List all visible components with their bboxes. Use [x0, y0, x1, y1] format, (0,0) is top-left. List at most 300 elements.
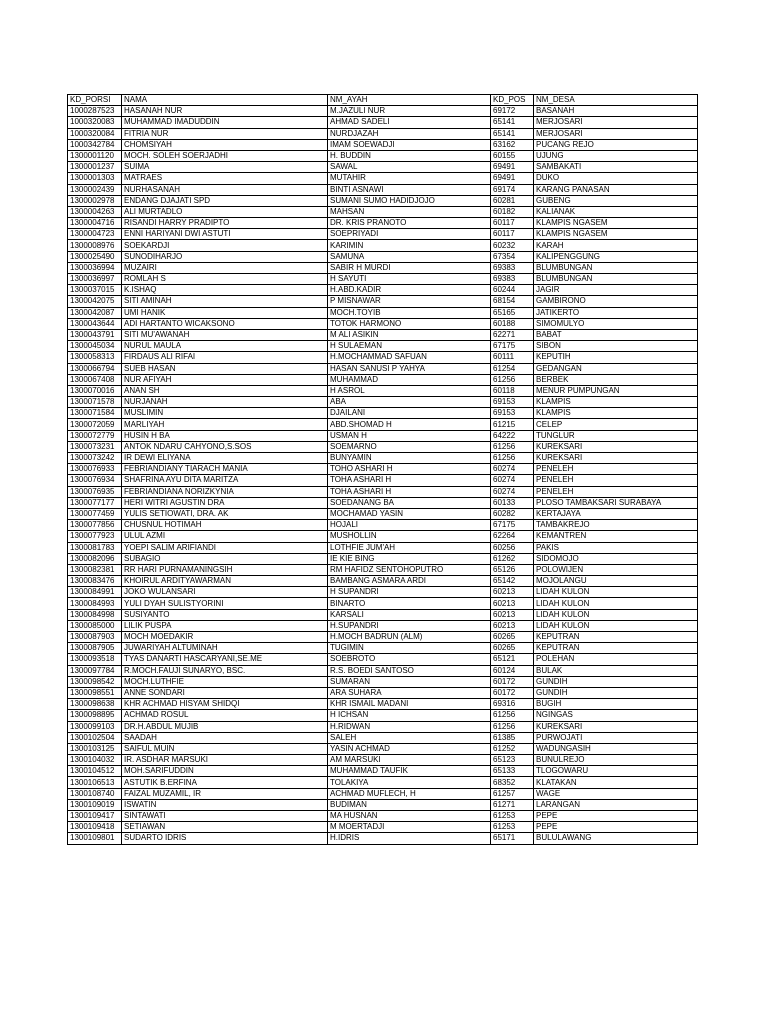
nm-ayah-cell: M.JAZULI NUR [328, 106, 491, 117]
nm-desa-cell: KEMANTREN [534, 531, 698, 542]
nm-ayah-cell: H ASROL [328, 385, 491, 396]
nm-ayah-cell: SOEPRIYADI [328, 229, 491, 240]
table-row [68, 755, 698, 766]
kd-pos-cell: 65171 [491, 833, 534, 844]
kd-pos-cell: 61262 [491, 553, 534, 564]
table-row [68, 486, 698, 497]
nama-cell: NUR AFIYAH [122, 374, 328, 385]
nama-cell: NURUL MAULA [122, 341, 328, 352]
kd-porsi-cell: 1300076934 [68, 475, 122, 486]
kd-pos-cell: 60172 [491, 687, 534, 698]
kd-pos-cell: 60265 [491, 632, 534, 643]
table-row [68, 676, 698, 687]
kd-porsi-cell: 1300097784 [68, 665, 122, 676]
nm-ayah-cell: TOHO ASHARI H [328, 464, 491, 475]
table-row [68, 732, 698, 743]
table-row [68, 710, 698, 721]
nama-cell: SETIAWAN [122, 822, 328, 833]
kd-pos-cell: 61257 [491, 788, 534, 799]
table-row [68, 475, 698, 486]
kd-porsi-cell: 1300071584 [68, 408, 122, 419]
nama-cell: RR HARI PURNAMANINGSIH [122, 564, 328, 575]
kd-porsi-cell: 1300072059 [68, 419, 122, 430]
kd-porsi-cell: 1300036994 [68, 262, 122, 273]
nm-desa-cell: DUKO [534, 173, 698, 184]
nm-desa-cell: LIDAH KULON [534, 587, 698, 598]
nm-desa-cell: KUREKSARI [534, 453, 698, 464]
kd-pos-cell: 69174 [491, 184, 534, 195]
kd-pos-cell: 60244 [491, 285, 534, 296]
nm-ayah-cell: SAMUNA [328, 251, 491, 262]
nm-ayah-cell: P MISNAWAR [328, 296, 491, 307]
nama-cell: ANTOK NDARU CAHYONO,S.SOS [122, 441, 328, 452]
kd-porsi-cell: 1300036997 [68, 274, 122, 285]
kd-pos-cell: 61254 [491, 363, 534, 374]
kd-pos-cell: 60213 [491, 609, 534, 620]
nm-desa-cell: BULULAWANG [534, 833, 698, 844]
kd-porsi-cell: 1300001303 [68, 173, 122, 184]
table-row [68, 822, 698, 833]
kd-porsi-cell: 1300087905 [68, 643, 122, 654]
kd-pos-cell: 60265 [491, 643, 534, 654]
table-row [68, 184, 698, 195]
nm-ayah-cell: RM HAFIDZ SENTOHOPUTRO [328, 564, 491, 575]
nm-desa-cell: KEPUTIH [534, 352, 698, 363]
nm-desa-cell: GUNDIH [534, 676, 698, 687]
nm-desa-cell: UJUNG [534, 150, 698, 161]
nm-ayah-cell: YASIN ACHMAD [328, 743, 491, 754]
kd-porsi-cell: 1300077459 [68, 508, 122, 519]
nm-desa-cell: BLUMBUNGAN [534, 262, 698, 273]
kd-porsi-cell: 1300109417 [68, 811, 122, 822]
kd-pos-cell: 60282 [491, 508, 534, 519]
kd-pos-cell: 67175 [491, 341, 534, 352]
column-header-nm-ayah: NM_AYAH [328, 95, 491, 106]
kd-pos-cell: 69383 [491, 274, 534, 285]
nm-desa-cell: KEPUTRAN [534, 643, 698, 654]
kd-porsi-cell: 1300084998 [68, 609, 122, 620]
nm-ayah-cell: MUHAMMAD TAUFIK [328, 766, 491, 777]
nama-cell: ENDANG DJAJATI SPD [122, 195, 328, 206]
table-row [68, 206, 698, 217]
kd-pos-cell: 60213 [491, 598, 534, 609]
table-row [68, 811, 698, 822]
nm-ayah-cell: H SULAEMAN [328, 341, 491, 352]
kd-porsi-cell: 1300004263 [68, 206, 122, 217]
nm-ayah-cell: TOLAKIYA [328, 777, 491, 788]
kd-pos-cell: 60256 [491, 542, 534, 553]
kd-porsi-cell: 1000320083 [68, 117, 122, 128]
nama-cell: FEBRIANDIANY TIARACH MANIA [122, 464, 328, 475]
nm-desa-cell: KARAH [534, 240, 698, 251]
nm-desa-cell: PEPE [534, 822, 698, 833]
kd-pos-cell: 60188 [491, 318, 534, 329]
nama-cell: MATRAES [122, 173, 328, 184]
nama-cell: YOEPI SALIM ARIFIANDI [122, 542, 328, 553]
nm-desa-cell: BULAK [534, 665, 698, 676]
nama-cell: ENNI HARIYANI DWI ASTUTI [122, 229, 328, 240]
kd-porsi-cell: 1300084991 [68, 587, 122, 598]
table-row [68, 665, 698, 676]
nama-cell: YULI DYAH SULISTYORINI [122, 598, 328, 609]
kd-porsi-cell: 1300073231 [68, 441, 122, 452]
nama-cell: MOCH. SOLEH SOERJADHI [122, 150, 328, 161]
nama-cell: SUDARTO IDRIS [122, 833, 328, 844]
table-row [68, 687, 698, 698]
column-header-kd-porsi: KD_PORSI [68, 95, 122, 106]
nm-ayah-cell: MA HUSNAN [328, 811, 491, 822]
table-row [68, 464, 698, 475]
nama-cell: SITI MU'AWANAH [122, 329, 328, 340]
nm-ayah-cell: SOEBROTO [328, 654, 491, 665]
nm-ayah-cell: IMAM SOEWADJI [328, 139, 491, 150]
table-row [68, 799, 698, 810]
nm-ayah-cell: HOJALI [328, 520, 491, 531]
nama-cell: UMI HANIK [122, 307, 328, 318]
nm-ayah-cell: H.ABD.KADIR [328, 285, 491, 296]
nama-cell: SUIMA [122, 162, 328, 173]
kd-pos-cell: 60274 [491, 464, 534, 475]
nama-cell: ISWATIN [122, 799, 328, 810]
table-row [68, 173, 698, 184]
nm-ayah-cell: NURDJAZAH [328, 128, 491, 139]
table-row [68, 296, 698, 307]
kd-pos-cell: 60274 [491, 475, 534, 486]
nama-cell: FAIZAL MUZAMIL, IR [122, 788, 328, 799]
table-row [68, 743, 698, 754]
nm-desa-cell: KUREKSARI [534, 721, 698, 732]
nm-desa-cell: SIMOMULYO [534, 318, 698, 329]
kd-porsi-cell: 1300008976 [68, 240, 122, 251]
table-row [68, 766, 698, 777]
kd-porsi-cell: 1300037015 [68, 285, 122, 296]
nama-cell: ROMLAH S [122, 274, 328, 285]
nm-ayah-cell: H.IDRIS [328, 833, 491, 844]
nm-desa-cell: WADUNGASIH [534, 743, 698, 754]
nama-cell: ADI HARTANTO WICAKSONO [122, 318, 328, 329]
nm-ayah-cell: SUMANI SUMO HADIDJOJO [328, 195, 491, 206]
kd-pos-cell: 61215 [491, 419, 534, 430]
nama-cell: ASTUTIK B.ERFINA [122, 777, 328, 788]
kd-pos-cell: 65123 [491, 755, 534, 766]
nm-desa-cell: BASANAH [534, 106, 698, 117]
kd-porsi-cell: 1300109019 [68, 799, 122, 810]
kd-pos-cell: 64222 [491, 430, 534, 441]
kd-pos-cell: 67354 [491, 251, 534, 262]
nm-desa-cell: PLOSO TAMBAKSARI SURABAYA [534, 497, 698, 508]
nama-cell: KHOIRUL ARDITYAWARMAN [122, 576, 328, 587]
kd-pos-cell: 61256 [491, 374, 534, 385]
kd-porsi-cell: 1300077923 [68, 531, 122, 542]
kd-pos-cell: 60118 [491, 385, 534, 396]
table-row [68, 128, 698, 139]
nm-ayah-cell: ABD.SHOMAD H [328, 419, 491, 430]
kd-porsi-cell: 1300076935 [68, 486, 122, 497]
nm-desa-cell: SAMBAKATI [534, 162, 698, 173]
table-row [68, 251, 698, 262]
kd-pos-cell: 65121 [491, 654, 534, 665]
kd-pos-cell: 65141 [491, 117, 534, 128]
kd-porsi-cell: 1300071578 [68, 397, 122, 408]
nm-ayah-cell: BUNYAMIN [328, 453, 491, 464]
nama-cell: SUBAGIO [122, 553, 328, 564]
nm-desa-cell: SIDOMOJO [534, 553, 698, 564]
nama-cell: FITRIA NUR [122, 128, 328, 139]
nm-desa-cell: KALIPENGGUNG [534, 251, 698, 262]
nama-cell: MARLIYAH [122, 419, 328, 430]
nm-desa-cell: LIDAH KULON [534, 620, 698, 631]
nm-desa-cell: KARANG PANASAN [534, 184, 698, 195]
nama-cell: HERI WITRI AGUSTIN DRA [122, 497, 328, 508]
kd-porsi-cell: 1300098895 [68, 710, 122, 721]
nm-ayah-cell: MUSHOLLIN [328, 531, 491, 542]
nama-cell: IR DEWI ELIYANA [122, 453, 328, 464]
table-row [68, 229, 698, 240]
table-row [68, 285, 698, 296]
nm-desa-cell: GEDANGAN [534, 363, 698, 374]
table-row [68, 430, 698, 441]
nm-desa-cell: MERJOSARI [534, 128, 698, 139]
table-row [68, 162, 698, 173]
kd-porsi-cell: 1300098542 [68, 676, 122, 687]
kd-porsi-cell: 1000342784 [68, 139, 122, 150]
column-header-nm-desa: NM_DESA [534, 95, 698, 106]
table-row [68, 654, 698, 665]
kd-pos-cell: 65142 [491, 576, 534, 587]
table-row [68, 106, 698, 117]
nama-cell: ACHMAD ROSUL [122, 710, 328, 721]
nm-ayah-cell: SABIR H MURDI [328, 262, 491, 273]
nama-cell: MUZAIRI [122, 262, 328, 273]
table-row [68, 576, 698, 587]
table-row [68, 218, 698, 229]
kd-porsi-cell: 1300109801 [68, 833, 122, 844]
kd-porsi-cell: 1300066794 [68, 363, 122, 374]
kd-pos-cell: 61271 [491, 799, 534, 810]
nm-ayah-cell: H ICHSAN [328, 710, 491, 721]
nm-ayah-cell: SUMARAN [328, 676, 491, 687]
nm-ayah-cell: KARSALI [328, 609, 491, 620]
table-row [68, 307, 698, 318]
nm-desa-cell: GUNDIH [534, 687, 698, 698]
kd-porsi-cell: 1300070016 [68, 385, 122, 396]
nama-cell: SUEB HASAN [122, 363, 328, 374]
nama-cell: NURHASANAH [122, 184, 328, 195]
table-row [68, 240, 698, 251]
nama-cell: SINTAWATI [122, 811, 328, 822]
kd-pos-cell: 68352 [491, 777, 534, 788]
kd-pos-cell: 61256 [491, 710, 534, 721]
kd-porsi-cell: 1300043644 [68, 318, 122, 329]
kd-porsi-cell: 1300058313 [68, 352, 122, 363]
nm-desa-cell: JATIKERTO [534, 307, 698, 318]
kd-pos-cell: 65141 [491, 128, 534, 139]
nm-ayah-cell: R.S. BOEDI SANTOSO [328, 665, 491, 676]
nm-desa-cell: SIBON [534, 341, 698, 352]
kd-porsi-cell: 1300083476 [68, 576, 122, 587]
kd-pos-cell: 60133 [491, 497, 534, 508]
kd-pos-cell: 60281 [491, 195, 534, 206]
nama-cell: KHR ACHMAD HISYAM SHIDQI [122, 699, 328, 710]
nm-ayah-cell: HASAN SANUSI P YAHYA [328, 363, 491, 374]
kd-pos-cell: 60213 [491, 587, 534, 598]
nm-desa-cell: KLAMPIS [534, 408, 698, 419]
table-row [68, 777, 698, 788]
kd-porsi-cell: 1300072779 [68, 430, 122, 441]
nama-cell: ULUL AZMI [122, 531, 328, 542]
kd-pos-cell: 63162 [491, 139, 534, 150]
table-row [68, 609, 698, 620]
nm-ayah-cell: H SAYUTI [328, 274, 491, 285]
nm-ayah-cell: BINTI ASNAWI [328, 184, 491, 195]
nm-desa-cell: PEPE [534, 811, 698, 822]
kd-porsi-cell: 1300081783 [68, 542, 122, 553]
kd-porsi-cell: 1300076933 [68, 464, 122, 475]
nm-ayah-cell: SOEMARNO [328, 441, 491, 452]
nm-desa-cell: LIDAH KULON [534, 609, 698, 620]
nm-desa-cell: BERBEK [534, 374, 698, 385]
nm-desa-cell: KLAMPIS NGASEM [534, 218, 698, 229]
nama-cell: MUSLIMIN [122, 408, 328, 419]
kd-porsi-cell: 1300102504 [68, 732, 122, 743]
table-row [68, 262, 698, 273]
nm-desa-cell: BABAT [534, 329, 698, 340]
nama-cell: ANNE SONDARI [122, 687, 328, 698]
table-row [68, 632, 698, 643]
table-row [68, 117, 698, 128]
nm-desa-cell: BLUMBUNGAN [534, 274, 698, 285]
kd-porsi-cell: 1300025490 [68, 251, 122, 262]
kd-porsi-cell: 1300077177 [68, 497, 122, 508]
table-row [68, 620, 698, 631]
nm-desa-cell: PENELEH [534, 486, 698, 497]
table-row [68, 385, 698, 396]
nm-desa-cell: MERJOSARI [534, 117, 698, 128]
table-row [68, 598, 698, 609]
kd-pos-cell: 60172 [491, 676, 534, 687]
table-row [68, 150, 698, 161]
nama-cell: SUNODIHARJO [122, 251, 328, 262]
nama-cell: FEBRIANDIANA NORIZKYNIA [122, 486, 328, 497]
nm-ayah-cell: SALEH [328, 732, 491, 743]
kd-pos-cell: 62271 [491, 329, 534, 340]
nm-ayah-cell: ABA [328, 397, 491, 408]
nm-desa-cell: TUNGLUR [534, 430, 698, 441]
nm-ayah-cell: MUTAHIR [328, 173, 491, 184]
nama-cell: SAADAH [122, 732, 328, 743]
table-row [68, 374, 698, 385]
kd-porsi-cell: 1300082381 [68, 564, 122, 575]
nama-cell: DR.H.ABDUL MUJIB [122, 721, 328, 732]
kd-pos-cell: 67175 [491, 520, 534, 531]
kd-porsi-cell: 1300103125 [68, 743, 122, 754]
kd-porsi-cell: 1300004716 [68, 218, 122, 229]
table-row [68, 788, 698, 799]
kd-pos-cell: 69153 [491, 408, 534, 419]
kd-porsi-cell: 1300104032 [68, 755, 122, 766]
nama-cell: JUWARIYAH ALTUMINAH [122, 643, 328, 654]
nm-ayah-cell: BUDIMAN [328, 799, 491, 810]
table-row [68, 721, 698, 732]
table-row [68, 195, 698, 206]
table-row [68, 441, 698, 452]
nm-desa-cell: PAKIS [534, 542, 698, 553]
nm-ayah-cell: BINARTO [328, 598, 491, 609]
kd-porsi-cell: 1300108740 [68, 788, 122, 799]
kd-porsi-cell: 1300001120 [68, 150, 122, 161]
nm-ayah-cell: BAMBANG ASMARA ARDI [328, 576, 491, 587]
column-header-nama: NAMA [122, 95, 328, 106]
kd-porsi-cell: 1000287523 [68, 106, 122, 117]
kd-porsi-cell: 1300001237 [68, 162, 122, 173]
nm-ayah-cell: H. BUDDIN [328, 150, 491, 161]
nm-ayah-cell: TUGIMIN [328, 643, 491, 654]
kd-pos-cell: 61256 [491, 453, 534, 464]
nm-desa-cell: TAMBAKREJO [534, 520, 698, 531]
kd-pos-cell: 61256 [491, 441, 534, 452]
table-row [68, 139, 698, 150]
nama-cell: RISANDI HARRY PRADIPTO [122, 218, 328, 229]
nm-ayah-cell: H.MOCH BADRUN (ALM) [328, 632, 491, 643]
kd-pos-cell: 60124 [491, 665, 534, 676]
nama-cell: JOKO WULANSARI [122, 587, 328, 598]
nm-desa-cell: LARANGAN [534, 799, 698, 810]
kd-porsi-cell: 1300084993 [68, 598, 122, 609]
kd-pos-cell: 60274 [491, 486, 534, 497]
table-row [68, 363, 698, 374]
nama-cell: MOH.SARIFUDDIN [122, 766, 328, 777]
kd-porsi-cell: 1300099103 [68, 721, 122, 732]
nm-desa-cell: POLEHAN [534, 654, 698, 665]
nm-ayah-cell: MOCHAMAD YASIN [328, 508, 491, 519]
nm-ayah-cell: DJAILANI [328, 408, 491, 419]
kd-porsi-cell: 1300043791 [68, 329, 122, 340]
table-row [68, 643, 698, 654]
nama-cell: ALI MURTADLO [122, 206, 328, 217]
nm-ayah-cell: MAHSAN [328, 206, 491, 217]
kd-porsi-cell: 1300045034 [68, 341, 122, 352]
nama-cell: TYAS DANARTI HASCARYANI,SE.ME [122, 654, 328, 665]
nm-desa-cell: PURWOJATI [534, 732, 698, 743]
kd-porsi-cell: 1300002978 [68, 195, 122, 206]
nama-cell: HASANAH NUR [122, 106, 328, 117]
kd-porsi-cell: 1300106513 [68, 777, 122, 788]
table-row [68, 274, 698, 285]
nm-ayah-cell: M ALI ASIKIN [328, 329, 491, 340]
nama-cell: R.MOCH.FAUJI SUNARYO, BSC. [122, 665, 328, 676]
kd-porsi-cell: 1300098551 [68, 687, 122, 698]
nm-desa-cell: KEPUTRAN [534, 632, 698, 643]
table-row [68, 318, 698, 329]
nama-cell: YULIS SETIOWATI, DRA. AK [122, 508, 328, 519]
nm-desa-cell: KUREKSARI [534, 441, 698, 452]
kd-pos-cell: 60111 [491, 352, 534, 363]
kd-pos-cell: 60182 [491, 206, 534, 217]
kd-pos-cell: 62264 [491, 531, 534, 542]
nm-desa-cell: BUNULREJO [534, 755, 698, 766]
table-row [68, 542, 698, 553]
table-row [68, 419, 698, 430]
kd-pos-cell: 69383 [491, 262, 534, 273]
nama-cell: SAIFUL MUIN [122, 743, 328, 754]
nm-ayah-cell: MOCH.TOYIB [328, 307, 491, 318]
nm-ayah-cell: M MOERTADJI [328, 822, 491, 833]
nm-desa-cell: MENUR PUMPUNGAN [534, 385, 698, 396]
nm-desa-cell: PENELEH [534, 475, 698, 486]
nm-desa-cell: KLATAKAN [534, 777, 698, 788]
nama-cell: LILIK PUSPA [122, 620, 328, 631]
table-row [68, 329, 698, 340]
